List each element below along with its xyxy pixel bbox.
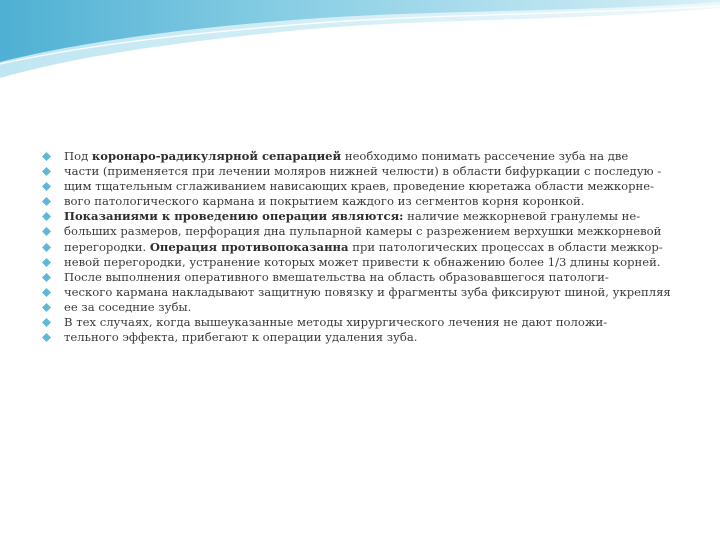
bullet-list	[42, 150, 682, 344]
body-text: больших размеров, перфорация дна пульпарной камеры с разрежением верхушки межкорневой	[64, 224, 662, 239]
list-item	[42, 165, 682, 178]
diamond-bullet-icon	[42, 182, 51, 191]
diamond-bullet-icon	[42, 318, 51, 327]
diamond-bullet-icon	[42, 167, 51, 176]
diamond-bullet-icon	[42, 243, 51, 252]
body-text: невой перегородки, устранение которых может привести к обнажению более 1/3 длины корней.	[64, 254, 661, 269]
header-wave-decoration	[0, 0, 720, 90]
list-item	[42, 180, 682, 193]
content-area	[42, 150, 682, 346]
body-text: необходимо понимать рассечение зуба на две	[341, 149, 629, 163]
list-item	[42, 331, 682, 344]
list-item	[42, 150, 682, 163]
list-item	[42, 195, 682, 208]
diamond-bullet-icon	[42, 288, 51, 297]
body-text: щим тщательным сглаживанием нависающих краев, проведение кюретажа области межкорне-	[64, 179, 655, 194]
diamond-bullet-icon	[42, 152, 51, 161]
list-item	[42, 286, 682, 299]
diamond-bullet-icon	[42, 212, 51, 221]
diamond-bullet-icon	[42, 303, 51, 312]
body-text: тельного эффекта, прибегают к операции удаления зуба.	[64, 330, 418, 345]
body-text: Под	[64, 149, 92, 163]
bold-text: коронаро-радикулярной сепарацией	[91, 149, 342, 163]
body-text: наличие межкорневой гранулемы не-	[403, 209, 641, 224]
body-text: вого патологического кармана и покрытием каждого из сегментов корня коронкой.	[64, 194, 585, 209]
body-text: части (применяется при лечении моляров нижней челюсти) в области бифуркации с последую -	[64, 164, 662, 179]
bold-text: Показаниями к проведению операции являются:	[64, 209, 404, 224]
body-text: ческого кармана накладывают защитную повязку и фрагменты зуба фиксируют шиной, укрепляя	[64, 284, 671, 299]
body-text: После выполнения оперативного вмешательства на область образовавшегося патологи-	[64, 269, 609, 284]
body-text: В тех случаях, когда вышеуказанные методы хирургического лечения не дают положи-	[64, 315, 608, 330]
list-item	[42, 301, 682, 314]
diamond-bullet-icon	[42, 197, 51, 206]
diamond-bullet-icon	[42, 273, 51, 282]
diamond-bullet-icon	[42, 258, 51, 267]
list-item	[42, 271, 682, 284]
diamond-bullet-icon	[42, 333, 51, 342]
list-item	[42, 210, 682, 223]
list-item	[42, 316, 682, 329]
body-text: ее за соседние зубы.	[64, 299, 192, 314]
diamond-bullet-icon	[42, 227, 51, 236]
body-text: перегородки.	[64, 239, 150, 254]
list-item	[42, 256, 682, 269]
list-item	[42, 225, 682, 238]
list-item	[42, 241, 682, 254]
body-text: при патологических процессах в области межкор-	[348, 239, 663, 254]
bold-text: Операция противопоказанна	[149, 239, 349, 254]
